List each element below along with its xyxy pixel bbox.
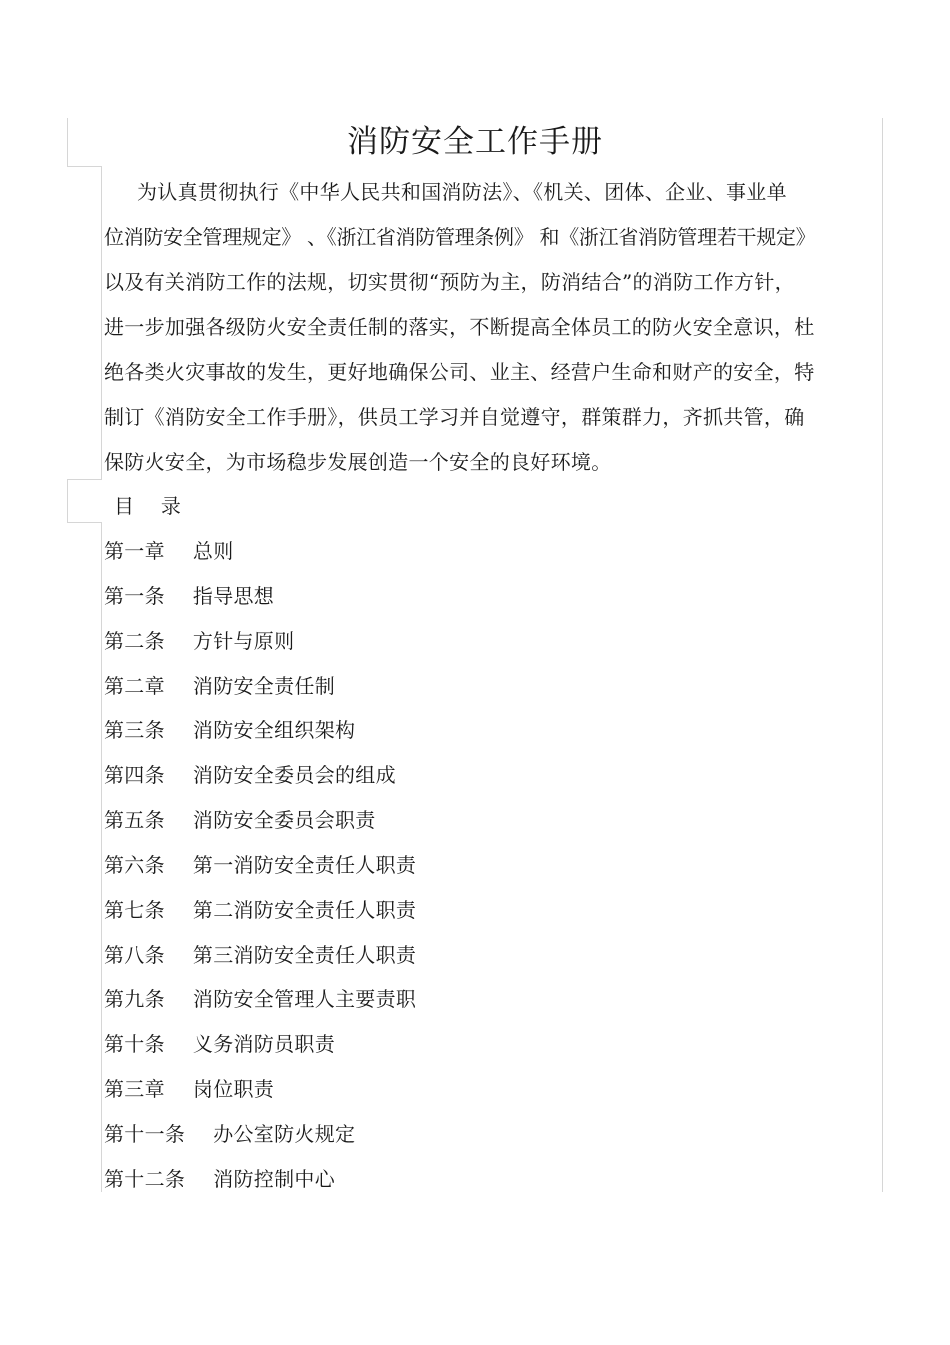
intro-line: 为认真贯彻执行《中华人民共和国消防法》、《机关、团体、企业、事业单 [137, 180, 787, 204]
toc-item-title: 消防安全委员会的组成 [192, 763, 396, 787]
toc-item[interactable] [104, 1165, 335, 1193]
toc-item-number: 第一条 [104, 584, 165, 608]
toc-item-title: 消防安全组织架构 [192, 718, 356, 742]
toc-item-number: 第十二条 [104, 1167, 186, 1191]
intro-line: 保防火安全，为市场稳步发展创造一个安全的良好环境。 [104, 450, 612, 474]
toc-item[interactable] [104, 806, 376, 834]
toc-heading: 目 录 [114, 494, 182, 518]
toc-item-number: 第二条 [104, 629, 165, 653]
frame-mid-connector-top [67, 479, 102, 480]
toc-item-title: 第一消防安全责任人职责 [192, 853, 417, 877]
toc-item-title: 消防控制中心 [213, 1167, 336, 1191]
toc-item[interactable] [104, 941, 416, 969]
toc-item[interactable] [104, 672, 335, 700]
frame-left-intro [101, 166, 102, 479]
toc-item-title: 第二消防安全责任人职责 [192, 898, 417, 922]
toc-item[interactable] [104, 582, 274, 610]
toc-item-number: 第四条 [104, 763, 165, 787]
intro-line: 以及有关消防工作的法规，切实贯彻“预防为主，防消结合”的消防工作方针， [104, 270, 795, 294]
toc-item-title: 第三消防安全责任人职责 [192, 943, 417, 967]
toc-item-number: 第三章 [104, 1077, 165, 1101]
toc-item-number: 第九条 [104, 987, 165, 1011]
toc-item-number: 第二章 [104, 674, 165, 698]
frame-left-toc [101, 522, 102, 1192]
toc-item-title: 消防安全责任制 [192, 674, 336, 698]
intro-line: 绝各类火灾事故的发生，更好地确保公司、业主、经营户生命和财产的安全，特 [104, 360, 815, 384]
toc-item-title: 岗位职责 [192, 1077, 275, 1101]
toc-item[interactable] [104, 537, 234, 565]
toc-item-number: 第六条 [104, 853, 165, 877]
toc-item[interactable] [104, 716, 355, 744]
toc-item[interactable] [104, 627, 294, 655]
intro-line: 进一步加强各级防火安全责任制的落实，不断提高全体员工的防火安全意识，杜 [104, 315, 815, 339]
intro-line: 位消防安全管理规定》 、《浙江省消防管理条例》 和《浙江省消防管理若干规定》 [104, 225, 816, 249]
toc-item[interactable] [104, 985, 416, 1013]
toc-item-number: 第一章 [104, 539, 165, 563]
toc-item-title: 指导思想 [192, 584, 275, 608]
toc-item-number: 第三条 [104, 718, 165, 742]
toc-item-title: 消防安全委员会职责 [192, 808, 376, 832]
frame-top-connector [67, 166, 102, 167]
toc-item[interactable] [104, 1075, 274, 1103]
toc-item-number: 第十条 [104, 1032, 165, 1056]
toc-item-number: 第十一条 [104, 1122, 186, 1146]
toc-item-number: 第七条 [104, 898, 165, 922]
toc-item[interactable] [104, 1120, 355, 1148]
toc-item-number: 第八条 [104, 943, 165, 967]
toc-item-title: 方针与原则 [192, 629, 295, 653]
frame-right [882, 118, 883, 1192]
frame-left-mid [67, 479, 68, 522]
toc-item[interactable] [104, 851, 416, 879]
toc-item[interactable] [104, 896, 416, 924]
intro-line: 制订《消防安全工作手册》，供员工学习并自觉遵守，群策群力，齐抓共管，确 [104, 405, 805, 429]
toc-item[interactable] [104, 1030, 335, 1058]
toc-item-title: 办公室防火规定 [213, 1122, 356, 1146]
toc-item-title: 总则 [192, 539, 234, 563]
toc-item-title: 义务消防员职责 [192, 1032, 336, 1056]
frame-mid-connector-bottom [67, 522, 102, 523]
toc-item-number: 第五条 [104, 808, 165, 832]
toc-item[interactable] [104, 761, 396, 789]
toc-item-title: 消防安全管理人主要责职 [192, 987, 417, 1011]
page-title: 消防安全工作手册 [347, 124, 603, 160]
